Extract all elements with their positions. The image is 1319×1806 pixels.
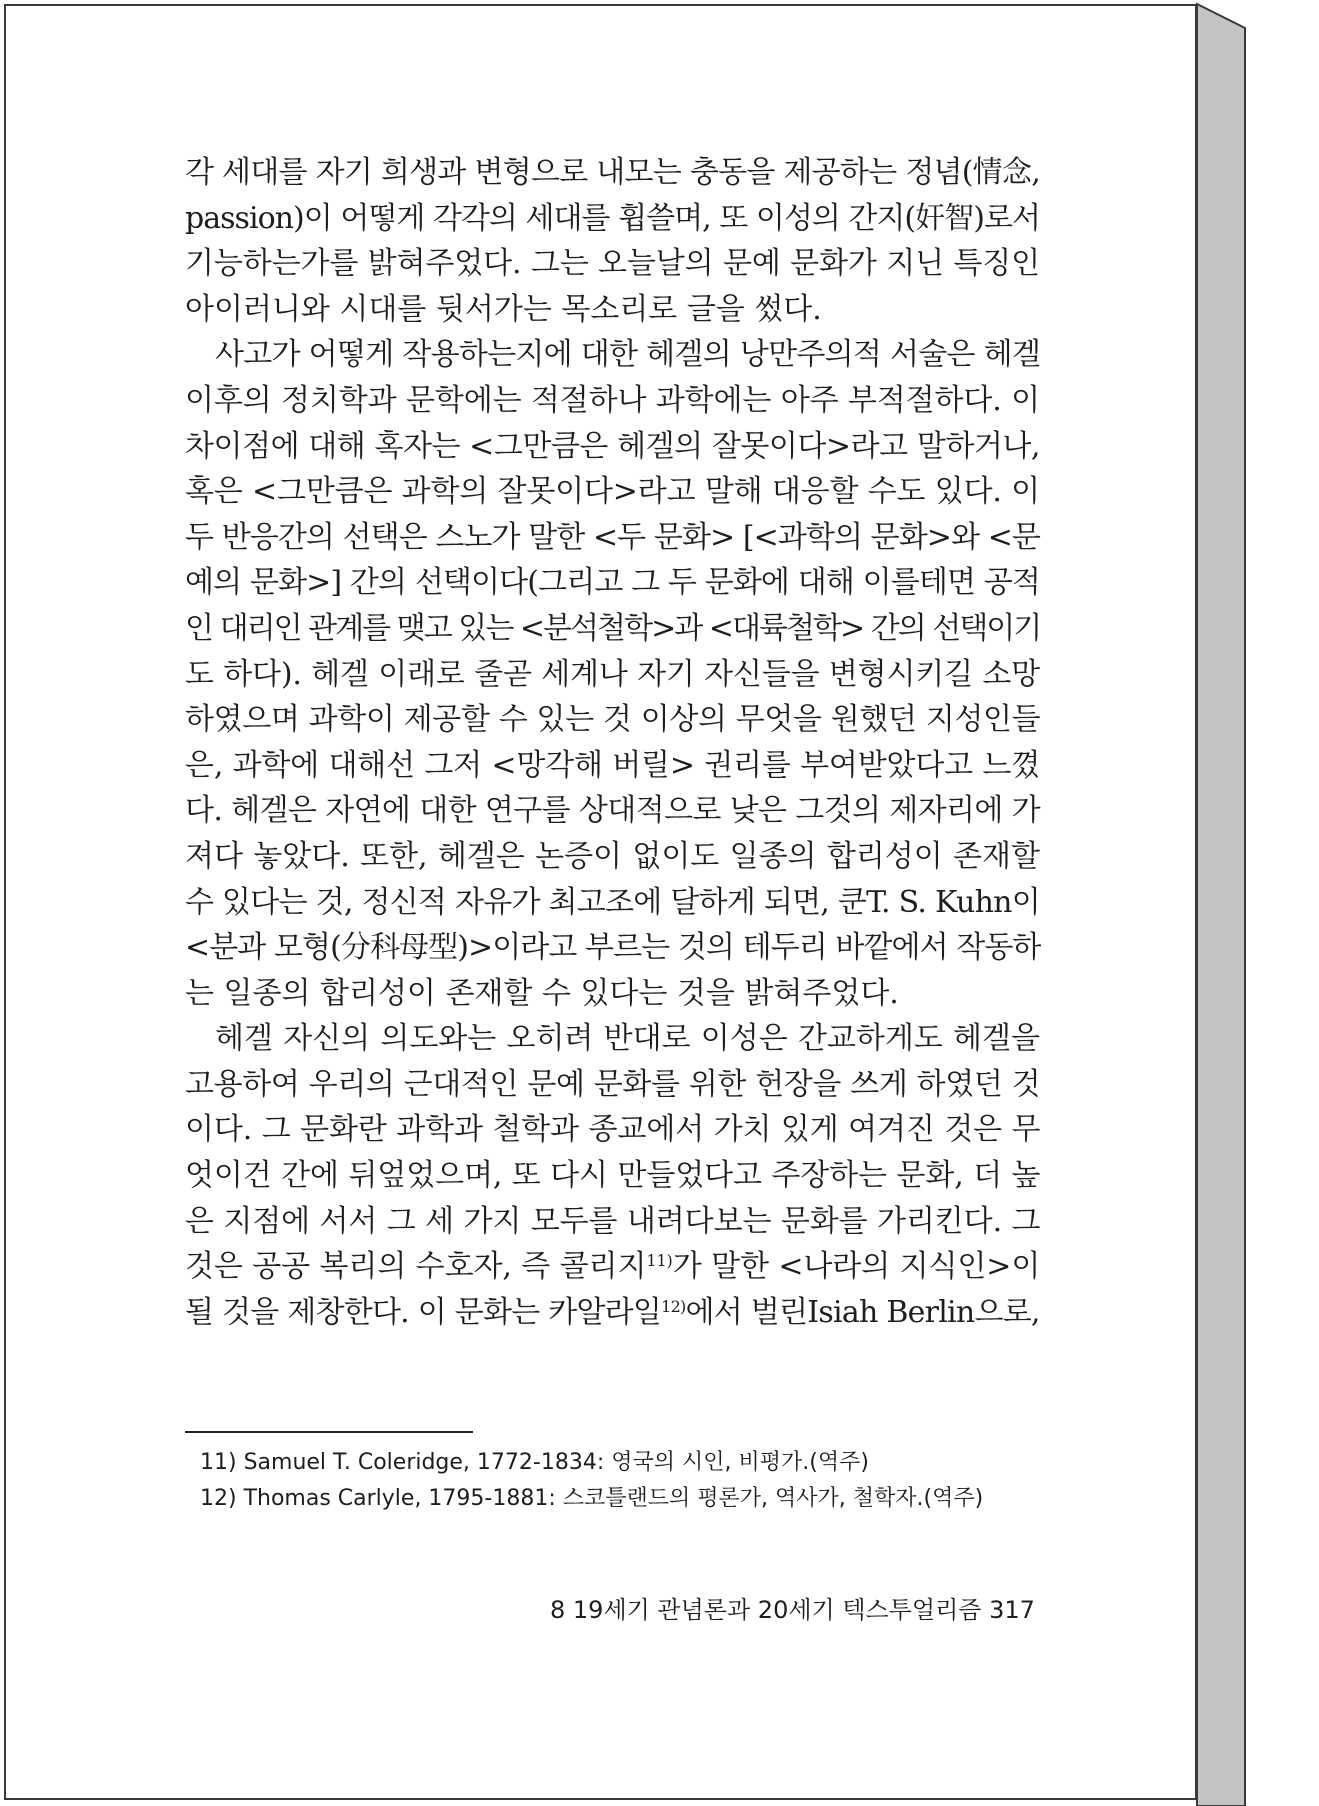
running-footer-page-number: 8 19세기 관념론과 20세기 텍스투얼리즘 317: [550, 1596, 1035, 1624]
text-line: 은, 과학에 대해선 그저 <망각해 버릴> 권리를 부여받았다고 느꼈: [185, 747, 1040, 783]
text-line-carlyle: [185, 1290, 1040, 1336]
text-segment: 에서 벌린Isiah Berlin으로,: [685, 1294, 1040, 1330]
text-line: 는 일종의 합리성이 존재할 수 있다는 것을 밝혀주었다.: [185, 975, 899, 1011]
text-line: 하였으며 과학이 제공할 수 있는 것 이상의 무엇을 원했던 지성인들: [185, 702, 1041, 738]
text-segment: 가 말한 <나라의 지식인>이: [672, 1249, 1041, 1285]
footnote-divider: [185, 1431, 473, 1433]
text-line: 은 지점에 서서 그 세 가지 모두를 내려다보는 문화를 가리킨다. 그: [185, 1203, 1041, 1239]
footnote-ref-12: 12): [661, 1296, 686, 1316]
text-line: 차이점에 대해 혹자는 <그만큼은 헤겔의 잘못이다>라고 말하거나,: [185, 428, 1040, 464]
text-line: 기능하는가를 밝혀주었다. 그는 오늘날의 문예 문화가 지닌 특징인: [185, 246, 1040, 282]
paragraph-3: [185, 1016, 1040, 1335]
text-segment: 될 것을 제창한다. 이 문화는 카알라일: [185, 1294, 662, 1330]
paragraph-1: [185, 150, 1040, 332]
text-line: 이후의 정치학과 문학에는 적절하나 과학에는 아주 부적절하다. 이: [185, 382, 1040, 418]
text-line: 도 하다). 헤겔 이래로 줄곧 세계나 자기 자신들을 변형시키길 소망: [185, 656, 1040, 692]
text-line: 고용하여 우리의 근대적인 문예 문화를 위한 헌장을 쓰게 하였던 것: [185, 1066, 1041, 1102]
text-line: 각 세대를 자기 희생과 변형으로 내모는 충동을 제공하는 정념(情念,: [185, 155, 1041, 190]
text-line: 인 대리인 관계를 맺고 있는 <분석철학>과 <대륙철학> 간의 선택이기: [185, 610, 1041, 646]
text-line: 두 반응간의 선택은 스노가 말한 <두 문화> [<과학의 문화>와 <문: [185, 519, 1040, 555]
paragraph-2: [185, 332, 1040, 1016]
text-line: 이다. 그 문화란 과학과 철학과 종교에서 가치 있게 여겨진 것은 무: [185, 1112, 1041, 1148]
footnote-11: 11) Samuel T. Coleridge, 1772-1834: 영국의 시인, 비평가.(역주): [200, 1450, 869, 1475]
text-line: 사고가 어떻게 작용하는지에 대한 헤겔의 낭만주의적 서술은 헤겔: [215, 337, 1041, 373]
footnotes: [200, 1445, 1040, 1517]
text-line: 수 있다는 것, 정신적 자유가 최고조에 달하게 되면, 쿤T. S. Kuhn이: [185, 884, 1040, 920]
text-line: 예의 문화>] 간의 선택이다(그리고 그 두 문화에 대해 이를테면 공적: [185, 565, 1040, 601]
text-line: passion)이 어떻게 각각의 세대를 휩쓸며, 또 이성의 간지(奸智)로서: [185, 200, 1040, 236]
text-line: <분과 모형(分科母型)>이라고 부르는 것의 테두리 바깥에서 작동하: [185, 930, 1041, 966]
footnote-ref-11: 11): [646, 1251, 673, 1271]
text-line: 혹은 <그만큼은 과학의 잘못이다>라고 말해 대응할 수도 있다. 이: [185, 474, 1040, 510]
text-line: 엇이건 간에 뒤엎었으며, 또 다시 만들었다고 주장하는 문화, 더 높: [185, 1158, 1041, 1194]
text-line: 져다 놓았다. 또한, 헤겔은 논증이 없이도 일종의 합리성이 존재할: [185, 838, 1040, 874]
text-line-coleridge: [185, 1244, 1040, 1290]
body-text: [185, 150, 1040, 1335]
text-segment: 것은 공공 복리의 수호자, 즉 콜리지: [185, 1249, 647, 1285]
text-line: 다. 헤겔은 자연에 대한 연구를 상대적으로 낮은 그것의 제자리에 가: [185, 793, 1040, 829]
footnote-12: 12) Thomas Carlyle, 1795-1881: 스코틀랜드의 평론가, 역사가, 철학자.(역주): [200, 1486, 984, 1511]
text-line: 헤겔 자신의 의도와는 오히려 반대로 이성은 간교하게도 헤겔을: [215, 1021, 1040, 1057]
text-line: 아이러니와 시대를 뒷서가는 목소리로 글을 썼다.: [185, 291, 822, 327]
